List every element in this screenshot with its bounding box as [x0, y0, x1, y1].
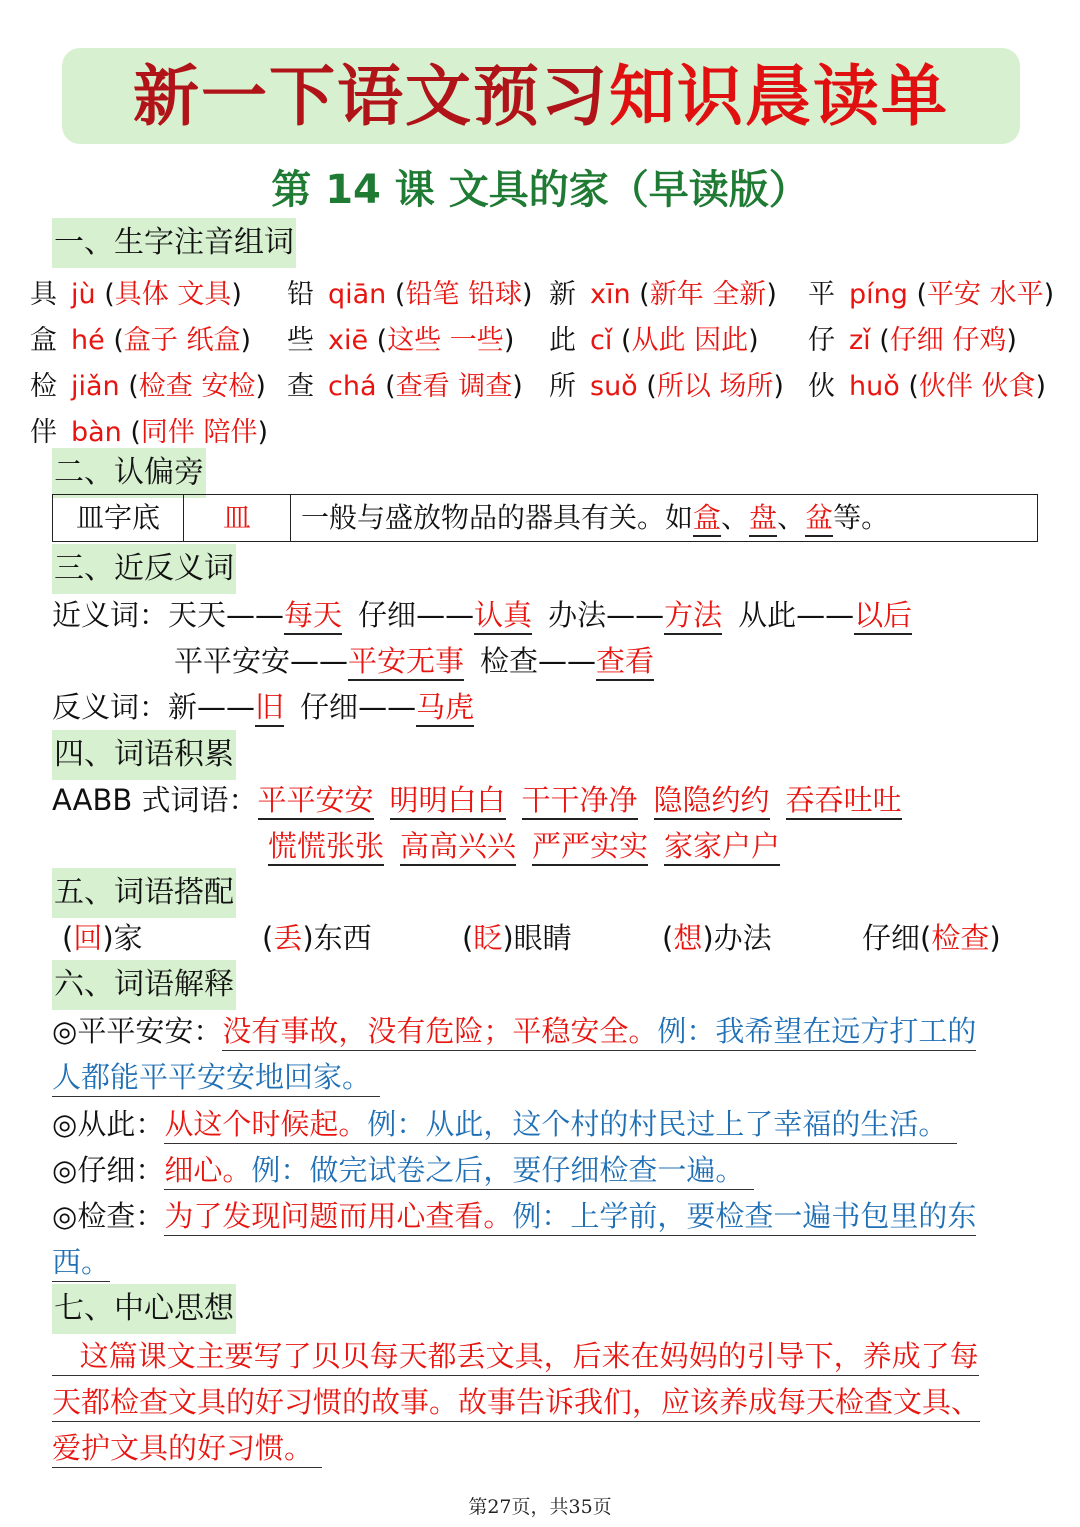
collocation-item: [662, 915, 772, 961]
paren: (: [899, 371, 919, 402]
bullet-icon: ◎: [52, 1153, 78, 1187]
paren: (: [62, 921, 74, 955]
paren: (: [612, 325, 632, 356]
pinyin: xiē: [328, 325, 369, 356]
paren: (: [121, 417, 141, 448]
word-b-answer: 查看: [596, 644, 654, 681]
separator: 、: [721, 501, 750, 534]
char: 伙: [808, 371, 835, 402]
section-heading-4: 四、词语积累: [52, 730, 236, 780]
section-heading-3: 三、近反义词: [52, 544, 236, 594]
section-heading-2: 二、认偏旁: [52, 448, 206, 498]
dash: ——: [796, 598, 855, 632]
char-entry: [549, 318, 759, 357]
word-b-answer: 方法: [664, 598, 722, 635]
paren: ): [989, 921, 1001, 955]
words: 这些 一些: [387, 325, 504, 356]
definition: 没有事故，没有危险；平稳安全。: [222, 1014, 658, 1048]
dash: ——: [538, 644, 597, 678]
explanation-4: [52, 1193, 1032, 1285]
aabb-word: 家家户户: [664, 829, 780, 866]
paren: (: [262, 921, 274, 955]
pinyin: xīn: [590, 279, 631, 310]
aabb-word: 隐隐约约: [654, 783, 770, 820]
definition: 为了发现问题而用心查看。: [164, 1199, 513, 1233]
pinyin: qiān: [328, 279, 387, 310]
paren: (: [462, 921, 474, 955]
word-b-answer: 认真: [474, 598, 532, 635]
paren: (: [920, 921, 932, 955]
word-b-answer: 马虎: [416, 690, 474, 727]
words: 铅笔 铅球: [405, 279, 523, 310]
paren: ): [257, 417, 269, 448]
paren: ): [512, 371, 523, 402]
colloc-post: 办法: [713, 921, 772, 955]
dash: ——: [416, 598, 475, 632]
dash: ——: [226, 598, 285, 632]
example: 人都能平平安安地回家。: [52, 1060, 372, 1094]
word-a: 平平安安: [174, 644, 291, 678]
paren: ): [240, 325, 251, 356]
colloc-post: 眼睛: [513, 921, 572, 955]
lesson-subtitle: 第 14 课 文具的家（早读版）: [271, 167, 809, 213]
word-a: 办法: [548, 598, 607, 632]
paren: ): [1043, 279, 1055, 310]
word-a: 新: [168, 690, 198, 724]
section-heading-1: 一、生字注音组词: [52, 218, 296, 268]
words: 查看 调查: [395, 371, 513, 402]
aabb-row-1: [52, 777, 902, 823]
title-banner: [62, 48, 1020, 144]
paren: ): [702, 921, 714, 955]
pinyin: jiǎn: [71, 371, 120, 402]
term: 从此：: [77, 1107, 165, 1141]
char: 盒: [30, 325, 57, 356]
paren: (: [368, 325, 388, 356]
radical-name: 皿字底: [53, 495, 184, 541]
dash: ——: [358, 690, 417, 724]
main-idea-line: 爱护文具的好习惯。: [52, 1431, 314, 1465]
pinyin: cǐ: [590, 325, 613, 356]
aabb-label: AABB 式词语：: [52, 783, 258, 817]
title-part2: 知识晨读单: [609, 57, 949, 135]
radical-example: 盆: [805, 501, 833, 537]
words: 具体 文具: [114, 279, 232, 310]
term: 平平安安：: [77, 1014, 223, 1048]
paren: (: [637, 371, 657, 402]
paren: (: [907, 279, 928, 310]
separator: 、: [777, 501, 806, 534]
paren: ): [1035, 371, 1047, 402]
char: 些: [287, 325, 314, 356]
aabb-word: 干干净净: [522, 783, 638, 820]
section-heading-7: 七、中心思想: [52, 1284, 236, 1334]
char-entry: [287, 318, 514, 357]
char-entry: [30, 364, 266, 403]
aabb-word: 高高兴兴: [400, 829, 516, 866]
colloc-post: 家: [113, 921, 143, 955]
dash: ——: [290, 644, 349, 678]
example: 例：做完试卷之后，要仔细检查一遍。: [251, 1153, 745, 1187]
words: 所以 场所: [656, 371, 774, 402]
char-entry: [549, 364, 784, 403]
words: 伙伴 伙食: [918, 371, 1036, 402]
paren: (: [630, 279, 650, 310]
synonyms-label: 近义词：: [52, 598, 169, 632]
char-entry: [30, 272, 242, 311]
section-heading-6: 六、词语解释: [52, 960, 236, 1010]
explanation-1: [52, 1008, 1032, 1100]
words: 仔细 仔鸡: [889, 325, 1007, 356]
colloc-answer: 丢: [273, 921, 303, 955]
bullet-icon: ◎: [52, 1107, 78, 1141]
section-heading-5: 五、词语搭配: [52, 868, 236, 918]
colloc-pre: 仔细: [862, 921, 921, 955]
pinyin: hé: [71, 325, 105, 356]
char: 此: [549, 325, 576, 356]
main-idea: [52, 1333, 1032, 1471]
aabb-word: 明明白白: [390, 783, 506, 820]
main-idea-line: 这篇课文主要写了贝贝每天都丢文具，后来在妈妈的引导下，养成了每: [79, 1339, 979, 1373]
definition: 从这个时候起。: [164, 1107, 368, 1141]
char: 具: [30, 279, 57, 310]
words: 检查 安检: [138, 371, 256, 402]
title-part1: 新一下语文预习: [133, 57, 609, 135]
paren: ): [502, 921, 514, 955]
paren: ): [1006, 325, 1017, 356]
char: 伴: [30, 417, 57, 448]
aabb-word: 平平安安: [258, 783, 374, 820]
radical-table: [52, 494, 1038, 542]
explanation-3: [52, 1147, 1032, 1193]
paren: ): [748, 325, 759, 356]
pinyin: suǒ: [590, 371, 638, 402]
char: 所: [549, 371, 576, 402]
word-b-answer: 旧: [255, 690, 284, 727]
char-entry: [808, 364, 1046, 403]
word-b-answer: 每天: [284, 598, 342, 635]
word-a: 仔细: [300, 690, 359, 724]
char-entry: [30, 410, 268, 449]
synonyms-row-1: [52, 592, 912, 638]
paren: (: [104, 325, 124, 356]
word-a: 仔细: [358, 598, 417, 632]
dash: ——: [606, 598, 665, 632]
colloc-answer: 想: [673, 921, 703, 955]
example: 例：我希望在远方打工的: [657, 1014, 977, 1048]
term: 仔细：: [77, 1153, 165, 1187]
paren: (: [870, 325, 890, 356]
radical-example: 盒: [693, 501, 721, 537]
paren: (: [95, 279, 115, 310]
term: 检查：: [77, 1199, 165, 1233]
char-entry: [30, 318, 251, 357]
char: 仔: [808, 325, 835, 356]
colloc-post: 东西: [313, 921, 372, 955]
paren: (: [376, 371, 396, 402]
words: 新年 全新: [649, 279, 767, 310]
paren: ): [302, 921, 314, 955]
explanation-2: [52, 1101, 1032, 1147]
char: 新: [549, 279, 576, 310]
bullet-icon: ◎: [52, 1014, 78, 1048]
antonyms-label: 反义词：: [52, 690, 169, 724]
char: 查: [287, 371, 314, 402]
paren: ): [773, 371, 784, 402]
aabb-word: 吞吞吐吐: [786, 783, 902, 820]
word-a: 检查: [480, 644, 539, 678]
paren: ): [102, 921, 114, 955]
paren: ): [231, 279, 242, 310]
aabb-word: 慌慌张张: [268, 829, 384, 866]
synonyms-row-2: [174, 638, 654, 684]
pinyin: bàn: [71, 417, 122, 448]
pinyin: píng: [849, 279, 908, 310]
char: 检: [30, 371, 57, 402]
radical-desc-prefix: 一般与盛放物品的器具有关。如: [301, 501, 694, 534]
collocation-item: [262, 915, 372, 961]
bullet-icon: ◎: [52, 1199, 78, 1233]
main-idea-line: 天都检查文具的好习惯的故事。故事告诉我们，应该养成每天检查文具、: [52, 1385, 980, 1422]
char-entry: [808, 272, 1054, 311]
char: 铅: [287, 279, 314, 310]
paren: ): [255, 371, 266, 402]
radical-desc: [301, 495, 889, 541]
pinyin: zǐ: [849, 325, 871, 356]
aabb-row-2: [268, 823, 780, 869]
colloc-answer: 回: [73, 921, 103, 955]
collocation-item: [862, 915, 1001, 961]
word-a: 从此: [738, 598, 797, 632]
paren: (: [119, 371, 139, 402]
page-number: 第27页，共35页: [468, 1496, 612, 1518]
char-entry: [287, 364, 523, 403]
definition: 细心。: [164, 1153, 252, 1187]
pinyin: huǒ: [849, 371, 900, 402]
colloc-answer: 眨: [473, 921, 503, 955]
word-b-answer: 平安无事: [348, 644, 464, 681]
char-entry: [287, 272, 533, 311]
radical-desc-suffix: 等。: [833, 501, 890, 534]
radical-char: 皿: [184, 495, 291, 541]
page-title: [62, 48, 1020, 144]
word-a: 天天: [168, 598, 227, 632]
paren: ): [503, 325, 515, 356]
pinyin: jù: [71, 279, 96, 310]
word-b-answer: 以后: [854, 598, 912, 635]
words: 平安 水平: [927, 279, 1044, 310]
pinyin: chá: [328, 371, 377, 402]
words: 从此 因此: [631, 325, 749, 356]
collocation-item: [462, 915, 572, 961]
collocation-item: [62, 915, 143, 961]
antonyms-row: [52, 684, 474, 730]
paren: ): [522, 279, 533, 310]
paren: (: [662, 921, 674, 955]
example: 例：上学前，要检查一遍书包里的东: [512, 1199, 977, 1233]
paren: (: [386, 279, 406, 310]
char: 平: [808, 279, 835, 310]
paren: ): [766, 279, 777, 310]
words: 盒子 纸盒: [123, 325, 241, 356]
words: 同伴 陪伴: [140, 417, 258, 448]
aabb-word: 严严实实: [532, 829, 648, 866]
example: 例：从此，这个村的村民过上了幸福的生活。: [367, 1107, 948, 1141]
char-entry: [808, 318, 1017, 357]
colloc-answer: 检查: [931, 921, 990, 955]
char-entry: [549, 272, 777, 311]
example: 西。: [52, 1245, 111, 1279]
dash: ——: [197, 690, 256, 724]
radical-example: 盘: [749, 501, 777, 537]
